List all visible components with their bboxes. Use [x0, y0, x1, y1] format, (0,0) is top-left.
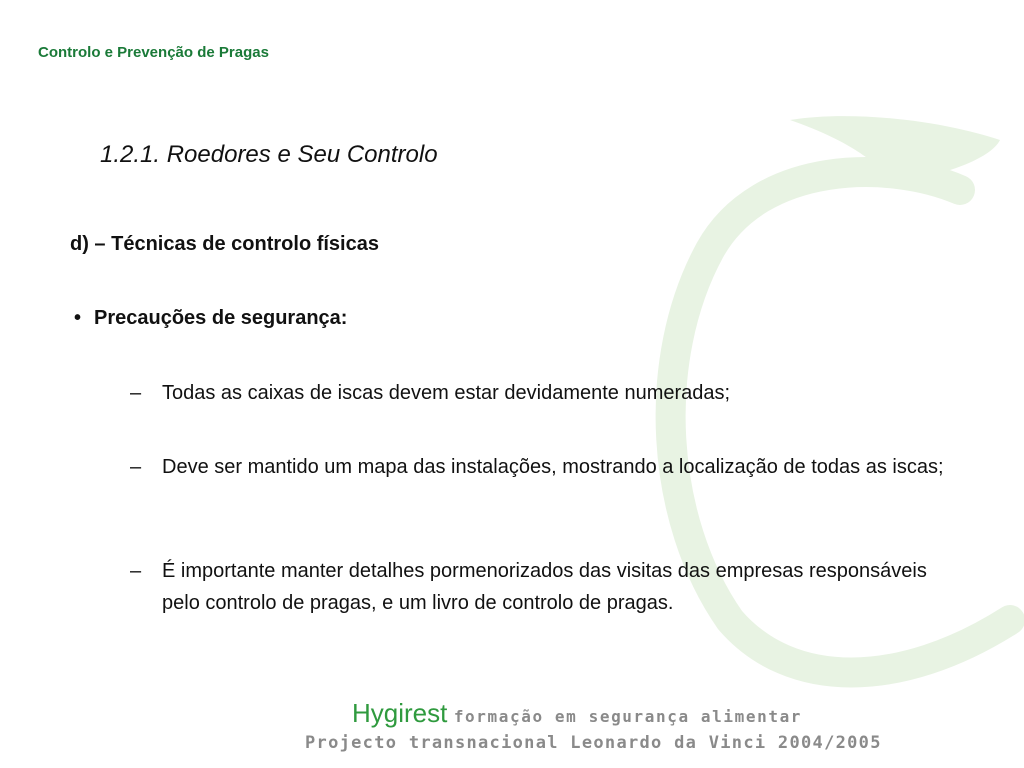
sub-item-text: Todas as caixas de iscas devem estar devidamente numeradas; [162, 382, 731, 404]
dash-marker: – [130, 560, 142, 582]
section-heading: d) – Técnicas de controlo físicas [70, 233, 379, 255]
bullet-marker: • [74, 307, 82, 329]
dash-marker: – [130, 382, 142, 404]
sub-item-1 [130, 377, 970, 409]
footer-brand-line [352, 698, 802, 729]
brand-logo-text: Hygirest [352, 698, 448, 728]
footer-project-line: Projecto transnacional Leonardo da Vinci 2004/2005 [305, 733, 882, 753]
bullet-label: Precauções de segurança: [94, 307, 348, 329]
sub-item-2 [130, 451, 970, 483]
slide-title: 1.2.1. Roedores e Seu Controlo [100, 141, 438, 168]
brand-tagline: formação em segurança alimentar [453, 707, 803, 726]
sub-item-3 [130, 555, 970, 619]
sub-item-text: Deve ser mantido um mapa das instalações, mostrando a localização de todas as iscas; [162, 456, 944, 478]
bullet-item [74, 307, 347, 330]
page-header-title: Controlo e Prevenção de Pragas [38, 44, 269, 61]
sub-item-text: É importante manter detalhes pormenorizados das visitas das empresas responsáveis pelo controlo de pragas, e um livro de controlo de pragas. [162, 560, 927, 614]
dash-marker: – [130, 456, 142, 478]
